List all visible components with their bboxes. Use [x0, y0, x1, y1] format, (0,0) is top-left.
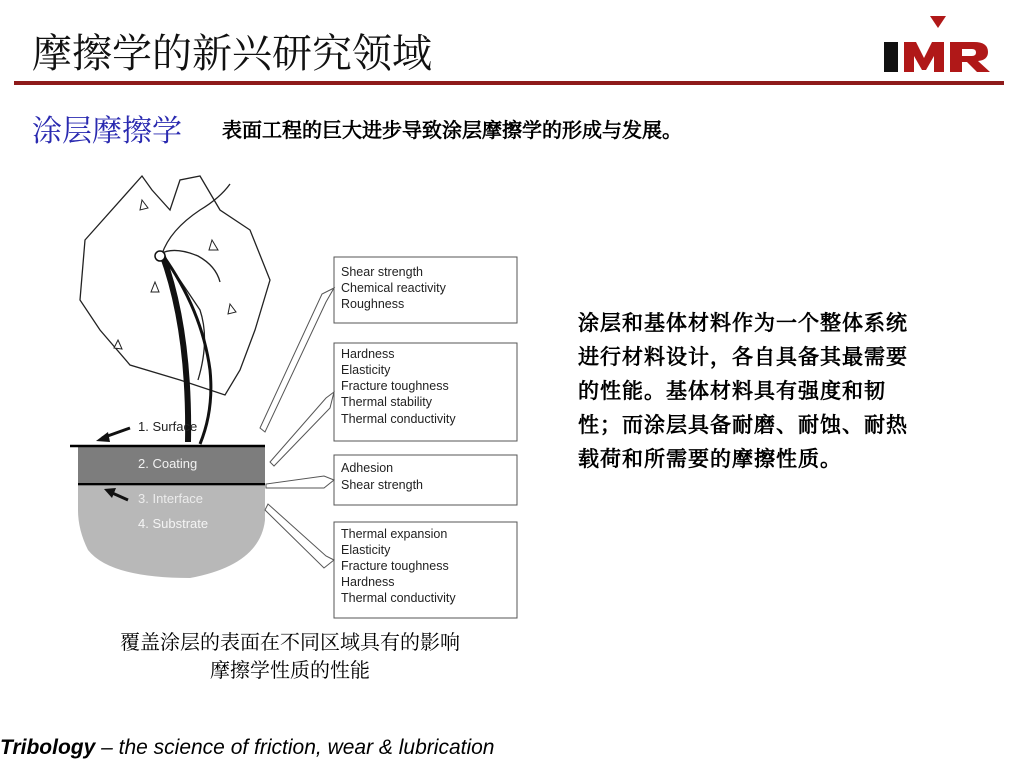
title-divider [14, 81, 1004, 85]
box4-line4: Hardness [341, 575, 395, 589]
box2-line4: Thermal stability [341, 395, 432, 409]
box1-line1: Shear strength [341, 265, 423, 279]
page-title: 摩擦学的新兴研究领域 [32, 31, 432, 77]
footer-bold: Tribology [0, 736, 96, 759]
label-surface: 1. Surface [138, 419, 198, 434]
box2-line5: Thermal conductivity [341, 412, 456, 426]
section-heading: 涂层摩擦学 [32, 114, 182, 149]
label-interface: 3. Interface [138, 491, 204, 506]
box2-line1: Hardness [341, 347, 395, 361]
box2-line2: Elasticity [341, 363, 391, 377]
section-description: 表面工程的巨大进步导致涂层摩擦学的形成与发展。 [222, 118, 682, 142]
footer-rest: – the science of friction, wear & lubrication [95, 736, 495, 759]
caption-line-2: 摩擦学性质的性能 [210, 658, 370, 682]
box1-line3: Roughness [341, 297, 405, 311]
counterface-body [80, 176, 270, 444]
box3-line2: Shear strength [341, 478, 423, 492]
box1-line2: Chemical reactivity [341, 281, 446, 295]
box4-line1: Thermal expansion [341, 527, 448, 541]
label-substrate: 4. Substrate [138, 516, 209, 531]
caption-line-1: 覆盖涂层的表面在不同区域具有的影响 [120, 630, 460, 654]
explanation-text: 涂层和基体材料作为一个整体系统进行材料设计，各自具备其最需要的性能。基体材料具有强度和韧性；而涂层具备耐磨、耐蚀、耐热载荷和所需要的摩擦性质。 [578, 310, 908, 471]
diagram-caption [60, 628, 520, 684]
pointer-arrows [260, 288, 334, 568]
box4-line3: Fracture toughness [341, 559, 449, 573]
footer-tagline [0, 736, 494, 760]
box4-line2: Elasticity [341, 543, 391, 557]
label-coating: 2. Coating [138, 456, 198, 471]
imr-logo [882, 14, 1000, 74]
box4-line5: Thermal conductivity [341, 591, 456, 605]
box2-line3: Fracture toughness [341, 379, 449, 393]
coating-diagram [70, 170, 530, 620]
box3-line1: Adhesion [341, 461, 394, 475]
